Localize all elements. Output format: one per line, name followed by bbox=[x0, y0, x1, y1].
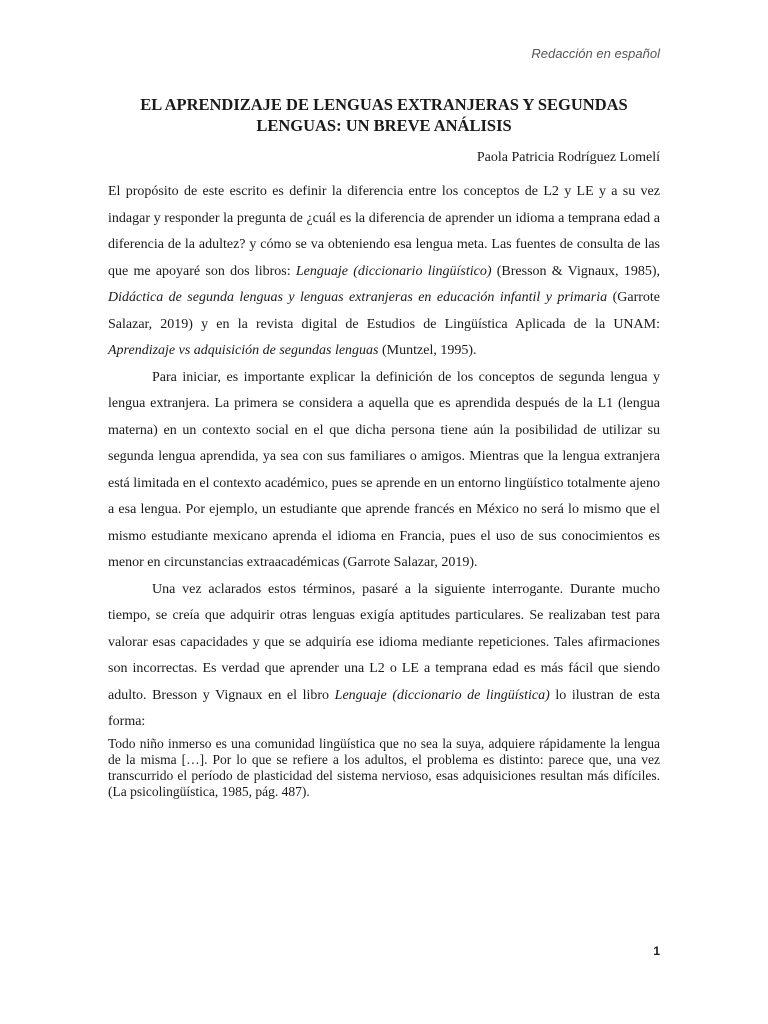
paragraph-text: lo ilustran de esta forma: bbox=[108, 687, 660, 729]
document-body bbox=[108, 179, 660, 800]
author-name: Paola Patricia Rodríguez Lomelí bbox=[476, 150, 660, 165]
book-title: Lenguaje (diccionario lingüístico) bbox=[295, 263, 492, 279]
paragraph-text: (Garrote Salazar, 2019) y en la revista digital de Estudios de Lingüística Aplicada de la UNAM: bbox=[108, 290, 661, 332]
article-title: Aprendizaje vs adquisición de segundas lenguas bbox=[108, 343, 379, 358]
paragraph-definitions: Para iniciar, es importante explicar la definición de los conceptos de segunda lengua y lengua extranjera. La primera se considera a aquella que es aprendida después de la L1 (lengua materna) en un contexto social en el que dicha persona tiene aún la posibilidad de utilizar su segunda lengua aprendida, ya sea con sus familiares o amigos. Mientras que la lengua extranjera está limitada en el contexto académico, pues se aprende en un entorno lingüístico totalmente ajeno a esa lengua. Por ejemplo, un estudiante que aprende francés en México no será lo mismo que el mismo estudiante mexicano aprenda el idioma en Francia, pues el uso de sus conocimientos es menor en circunstancias extraacadémicas (Garrote Salazar, 2019). bbox=[108, 369, 660, 570]
paragraph-text: El propósito de este escrito es definir la diferencia entre los conceptos de L2 y LE y a su vez indagar y responder la pregunta de ¿cuál es la diferencia de aprender un idioma a temprana edad a diferencia de la adultez? y cómo se va obteniendo esa lengua meta. Las fuentes de consulta de las que me apoyaré son dos libros: bbox=[108, 184, 660, 279]
running-header: Redacción en español bbox=[531, 46, 660, 61]
title-line-2: LENGUAS: UN BREVE ANÁLISIS bbox=[256, 116, 512, 135]
document-title bbox=[108, 94, 660, 136]
book-title: Lenguaje (diccionario de lingüística) bbox=[334, 687, 550, 703]
paragraph-text: (Muntzel, 1995). bbox=[378, 343, 477, 358]
page-number: 1 bbox=[653, 944, 660, 958]
title-line-1: EL APRENDIZAJE DE LENGUAS EXTRANJERAS Y SEGUNDAS bbox=[140, 95, 628, 114]
paragraph-question bbox=[108, 577, 660, 736]
paragraph-intro bbox=[108, 179, 660, 365]
paragraph-text: Una vez aclarados estos términos, pasaré a la siguiente interrogante. Durante mucho tiempo, se creía que adquirir otras lenguas exigía aptitudes particulares. Se realizaban test para valorar esas capacidades y que se adquiría ese idioma mediante repeticiones. Tales afirmaciones son incorrectas. Es verdad que aprender una L2 o LE a temprana edad es más fácil que siendo adulto. Bresson y Vignaux en el libro bbox=[108, 581, 660, 703]
book-title: , Didáctica de segunda lenguas y lenguas extranjeras en educación infantil y primaria bbox=[108, 263, 660, 305]
paragraph-text: (Bresson & Vignaux, 1985) bbox=[491, 263, 657, 279]
block-quote: Todo niño inmerso es una comunidad lingüística que no sea la suya, adquiere rápidamente la lengua de la misma […]. Por lo que se refiere a los adultos, el problema es distinto: parece que, una vez transcurrido el período de plasticidad del sistema nervioso, esas adquisiciones resultan más difíciles. (La psicolingüística, 1985, pág. 487). bbox=[108, 735, 660, 799]
